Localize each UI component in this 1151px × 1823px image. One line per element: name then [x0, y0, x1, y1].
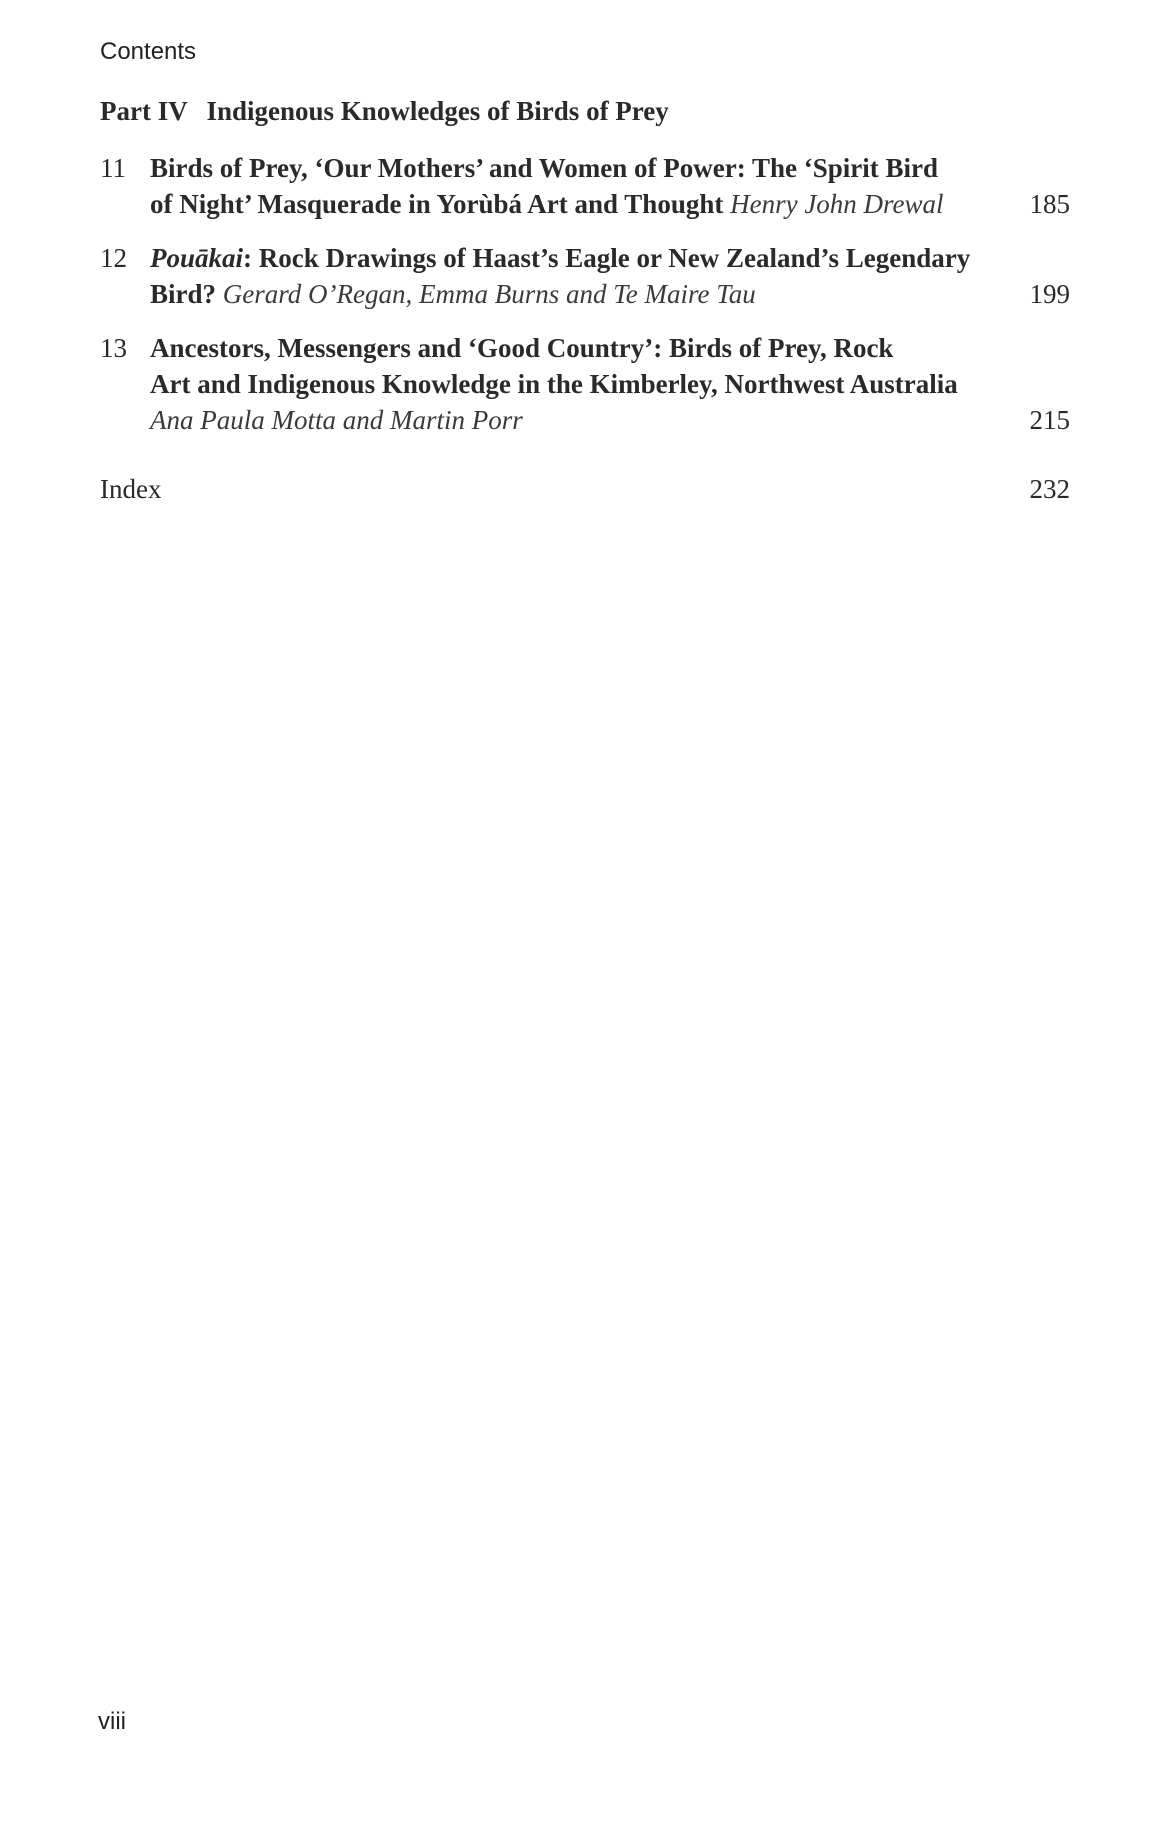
toc-entry[interactable] — [100, 240, 1070, 312]
chapter-title-line: Art and Indigenous Knowledge in the Kimberley, Northwest Australia — [150, 369, 958, 399]
index-page-number: 232 — [1029, 474, 1070, 504]
running-head: Contents — [100, 38, 197, 65]
chapter-number: 12 — [100, 243, 127, 273]
chapter-body — [150, 330, 990, 438]
chapter-number: 13 — [100, 333, 127, 363]
chapter-title-line: : Rock Drawings of Haast’s Eagle or New Zealand’s Legendary — [243, 243, 971, 273]
toc-index-entry[interactable] — [100, 474, 1070, 505]
chapter-body — [150, 240, 990, 312]
part-heading — [100, 96, 669, 127]
part-title: Indigenous Knowledges of Birds of Prey — [206, 96, 669, 126]
chapter-page-number: 185 — [1029, 189, 1070, 219]
chapter-title-line: of Night’ Masquerade in Yorùbá Art and Thought — [150, 189, 724, 219]
toc-entry[interactable] — [100, 150, 1070, 222]
chapter-number: 11 — [100, 153, 126, 183]
chapter-title-italic: Pouākai — [150, 243, 244, 273]
index-label: Index — [100, 474, 162, 504]
chapter-title-line: Ancestors, Messengers and ‘Good Country’: Birds of Prey, Rock — [150, 333, 894, 363]
part-label: Part IV — [100, 96, 188, 126]
chapter-author: Gerard O’Regan, Emma Burns and Te Maire Tau — [222, 279, 756, 309]
chapter-page-number: 215 — [1029, 405, 1070, 435]
toc-entry[interactable] — [100, 330, 1070, 438]
chapter-body — [150, 150, 990, 222]
page-folio: viii — [98, 1708, 126, 1735]
chapter-page-number: 199 — [1029, 279, 1070, 309]
chapter-author: Ana Paula Motta and Martin Porr — [150, 405, 523, 435]
chapter-author: Henry John Drewal — [730, 189, 944, 219]
chapter-title-line: Birds of Prey, ‘Our Mothers’ and Women of Power: The ‘Spirit Bird — [150, 153, 938, 183]
chapter-title-line: Bird? — [150, 279, 217, 309]
